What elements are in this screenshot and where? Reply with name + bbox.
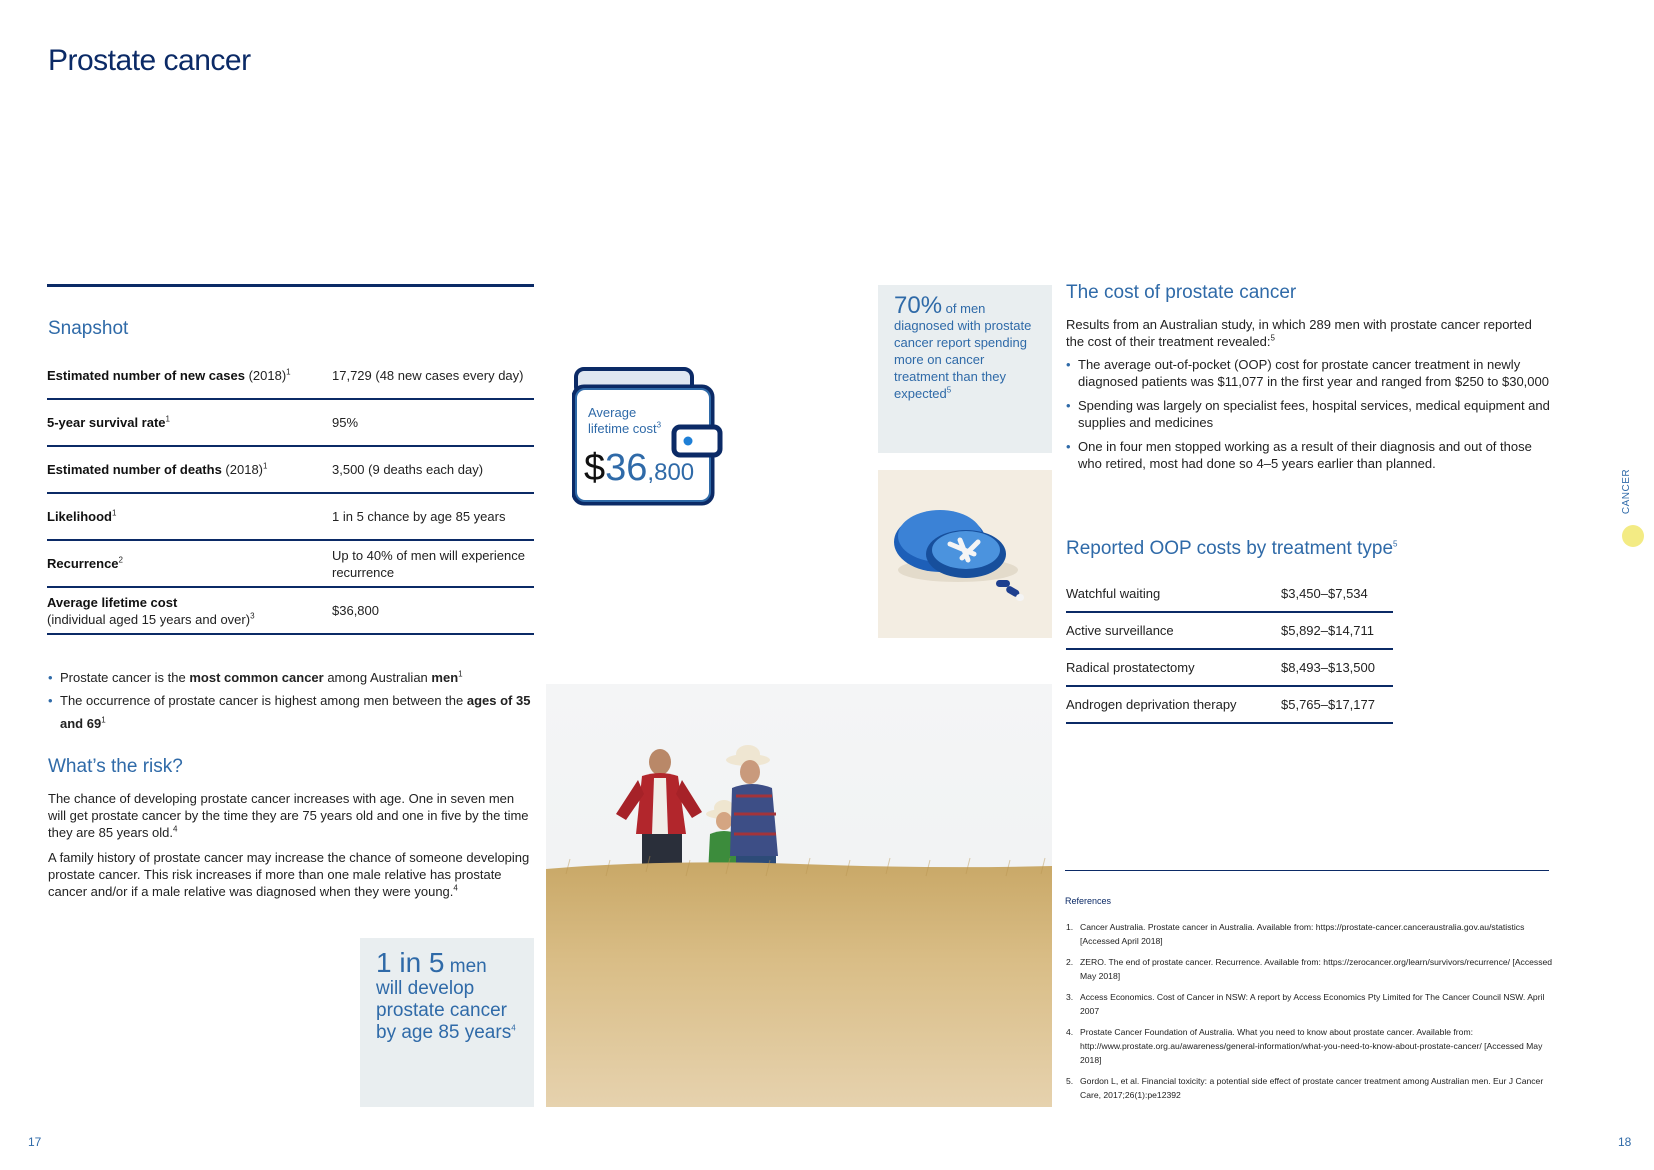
snapshot-value: Up to 40% of men will experience recurrence bbox=[332, 547, 525, 580]
reference-item: 5. Gordon L, et al. Financial toxicity: a potential side effect of prostate cancer treatment among Australian men. Eur J Cancer Care, 2017;26(1):pe12392 bbox=[1066, 1076, 1544, 1100]
pill-box-photo bbox=[878, 470, 1052, 638]
callout-1-in-5: 1 in 5 men will develop prostate cancer by age 85 years$^4$ bbox=[360, 938, 534, 1107]
wallet-graphic bbox=[572, 367, 724, 507]
cost-heading: The cost of prostate cancer bbox=[1066, 282, 1297, 303]
wallet-label: Average lifetime cost$^3$ bbox=[588, 405, 662, 436]
risk-paragraph: A family history of prostate cancer may increase the chance of someone developing prostate cancer. This risk increases if more than one male relative has prostate cancer and/or if a male relative was diagnosed when they were young.$^4$ bbox=[48, 850, 530, 899]
table-row: Radical prostatectomy $8,493–$13,500 bbox=[1066, 650, 1393, 687]
snapshot-value: 1 in 5 chance by age 85 years bbox=[332, 509, 506, 524]
reference-item: 3. Access Economics. Cost of Cancer in NSW: A report by Access Economics Pty Limited for The Cancer Council NSW. April 2007 bbox=[1066, 992, 1545, 1016]
wallet-amount: $36,800 bbox=[584, 447, 695, 489]
snapshot-top-rule bbox=[47, 284, 534, 287]
snapshot-value: $36,800 bbox=[332, 603, 379, 618]
farmers-in-wheat-field-image bbox=[546, 684, 1052, 1107]
references-list bbox=[1066, 920, 1556, 1109]
risk-paragraph: The chance of developing prostate cancer increases with age. One in seven men will get prostate cancer by the time they are 75 years old and one in five by the time they are 85 years old.$^4$ bbox=[48, 791, 529, 840]
references-rule bbox=[1065, 870, 1549, 871]
table-row: Estimated number of new cases $(2018)^1$ 17,729 (48 new cases every day) bbox=[47, 353, 534, 400]
snapshot-table bbox=[47, 353, 534, 635]
oop-heading: Reported OOP costs by treatment type$^5$ bbox=[1066, 538, 1398, 559]
reference-item: 1. Cancer Australia. Prostate cancer in Australia. Available from: https://prostate-cancer.canceraustralia.gov.au/statistics [Accessed April 2018] bbox=[1066, 922, 1525, 946]
risk-heading: What’s the risk? bbox=[48, 756, 183, 777]
snapshot-value: 3,500 (9 deaths each day) bbox=[332, 462, 484, 477]
list-item: • One in four men stopped working as a result of their diagnosis and out of those who retired, most had done so 4–5 years earlier than planned. bbox=[1066, 438, 1556, 472]
table-row: Recurrence$^2$ Up to 40% of men will experience recurrence bbox=[47, 541, 534, 588]
table-row: Active surveillance $5,892–$14,711 bbox=[1066, 613, 1393, 650]
page-number-left: 17 bbox=[28, 1135, 42, 1149]
snapshot-heading: Snapshot bbox=[48, 318, 129, 339]
snapshot-value: 95% bbox=[332, 415, 359, 430]
callout-70-percent: 70% of men diagnosed with prostate cancer report spending more on cancer treatment than they expected$^5$ bbox=[878, 285, 1052, 453]
table-row: Estimated number of deaths $(2018)^1$ 3,500 (9 deaths each day) bbox=[47, 447, 534, 494]
reference-item: 2. ZERO. The end of prostate cancer. Recurrence. Available from: https://zerocancer.org/learn/survivors/recurrence/ [Accessed May 2018] bbox=[1066, 957, 1553, 981]
list-item: • Spending was largely on specialist fees, hospital services, medical equipment and supplies and medicines bbox=[1066, 397, 1556, 431]
list-item: • The average out-of-pocket (OOP) cost for prostate cancer treatment in newly diagnosed patients was $11,077 in the first year and ranged from $250 to $30,000 bbox=[1066, 356, 1556, 390]
page-number-right: 18 bbox=[1618, 1135, 1632, 1149]
cost-intro: Results from an Australian study, in which 289 men with prostate cancer reported the cost of their treatment revealed:$^5$ bbox=[1066, 317, 1532, 349]
oop-table bbox=[1066, 576, 1393, 724]
table-row: Androgen deprivation therapy $5,765–$17,177 bbox=[1066, 687, 1393, 724]
field-photo bbox=[546, 684, 1052, 1107]
facts-list bbox=[48, 666, 534, 735]
cost-bullets bbox=[1066, 356, 1556, 479]
section-tab-marker bbox=[1622, 525, 1644, 547]
reference-item: 4. Prostate Cancer Foundation of Australia. What you need to know about prostate cancer. Available from: http://www.prostate.org.au/awareness/general-information/what-you-need-to-know-about-prostate-cancer/ [Accessed May 2018] bbox=[1066, 1027, 1543, 1065]
section-tab[interactable]: CANCER bbox=[1621, 468, 1633, 515]
table-row: Average lifetime cost (individual aged 15 years and over)$^3$ $36,800 bbox=[47, 588, 534, 635]
table-row: 5-year survival rate$^1$ 95% bbox=[47, 400, 534, 447]
pill-organiser-image bbox=[878, 470, 1052, 638]
page-title: Prostate cancer bbox=[48, 44, 251, 77]
list-item: • The occurrence of prostate cancer is highest among men between the ages of 35 and $69^1$ bbox=[48, 689, 534, 735]
list-item: • Prostate cancer is the most common cancer among Australian men$^1$ bbox=[48, 666, 534, 689]
references-heading: References bbox=[1065, 896, 1112, 906]
table-row: Likelihood$^1$ 1 in 5 chance by age 85 years bbox=[47, 494, 534, 541]
table-row: Watchful waiting $3,450–$7,534 bbox=[1066, 576, 1393, 613]
snapshot-value: 17,729 (48 new cases every day) bbox=[332, 368, 524, 383]
